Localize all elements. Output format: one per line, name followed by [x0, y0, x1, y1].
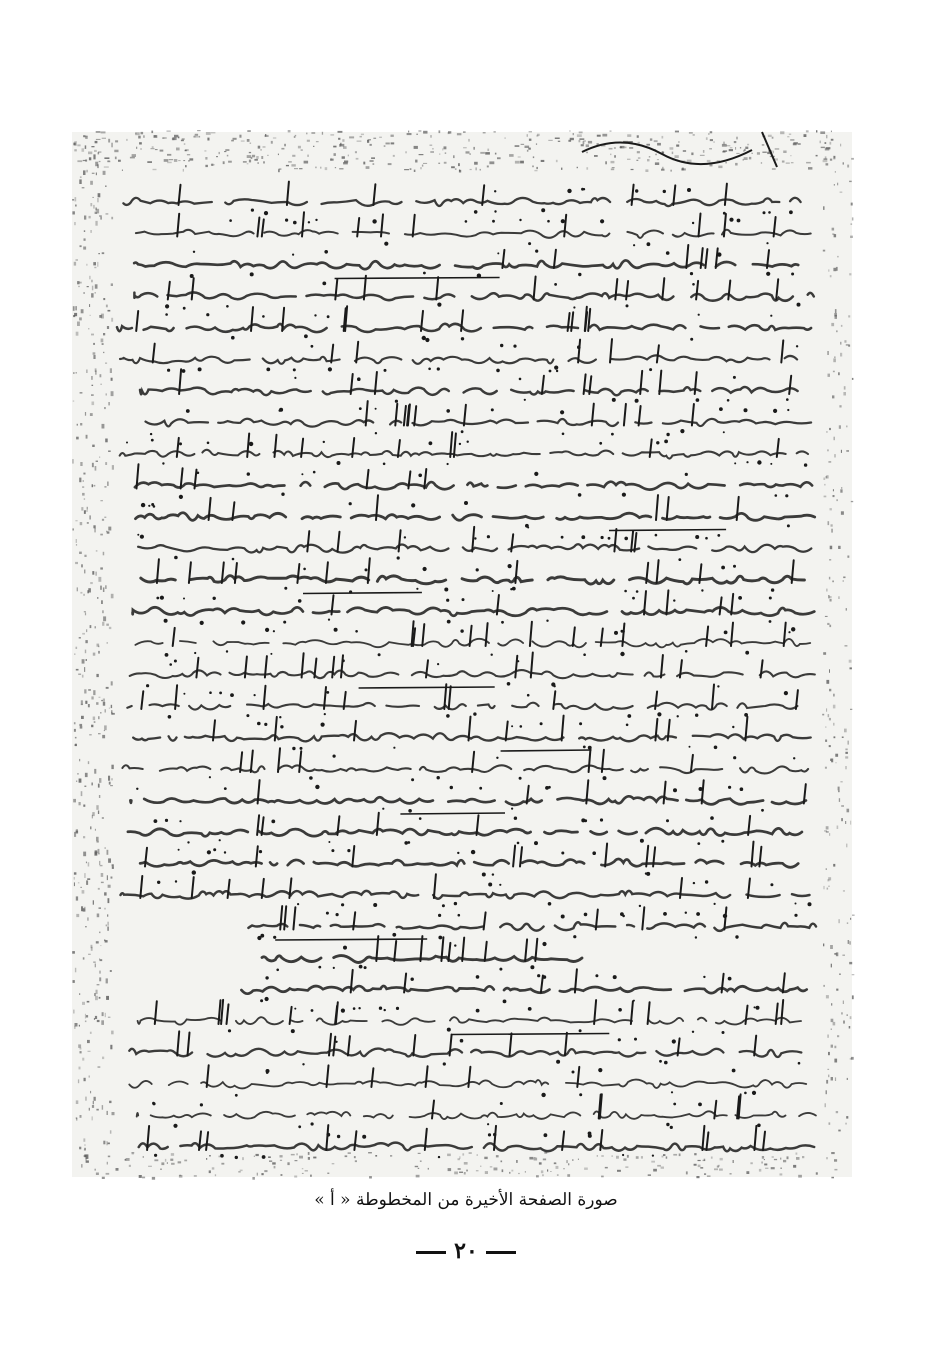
dash-left	[416, 1251, 446, 1254]
manuscript-image	[62, 92, 862, 1184]
dash-right	[486, 1251, 516, 1254]
page-number	[0, 1238, 932, 1264]
figure-caption: صورة الصفحة الأخيرة من المخطوطة « أ »	[314, 1190, 618, 1210]
manuscript-scan	[62, 92, 862, 1184]
page-number-text: ٢٠	[454, 1238, 478, 1264]
